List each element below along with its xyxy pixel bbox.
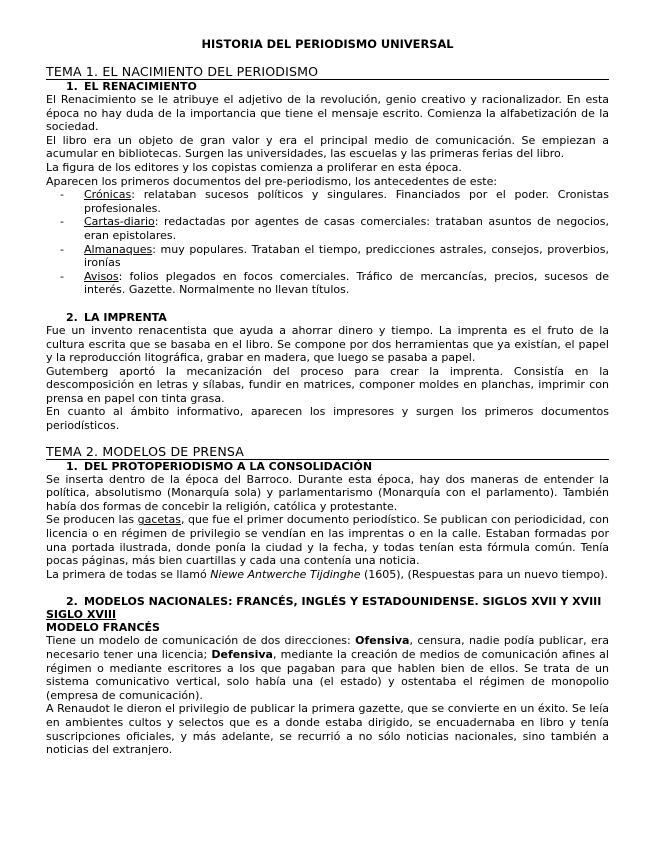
paragraph: Se inserta dentro de la época del Barroco. Durante esta época, hay dos maneras de entender la política, absolutismo (Monarquía sola) y parlamentarismo (Monarquía con el parlamento). También había dos formas de concebir la religión, católica y protestante. [46,472,609,513]
paragraph: Gutemberg aportó la mecanización del proceso para crear la imprenta. Consistía en la descomposición en letras y sílabas, fundir en matrices, componer moldes en planchas, imprimir con prensa en papel con tinta grasa. [46,364,609,405]
siglo-xviii-heading: SIGLO XVIII [46,608,117,622]
section-2-2-heading: 2. MODELOS NACIONALES: FRANCÉS, INGLÉS Y ESTADOUNIDENSE. SIGLOS XVII Y XVIII [66,595,602,609]
antecedentes-list [46,188,609,297]
paragraph: En cuanto al ámbito informativo, aparecen los impresores y surgen los primeros documentos periodísticos. [46,405,609,433]
section-1-2-heading: 2. LA IMPRENTA [66,310,167,324]
list-item: - Avisos: folios plegados en focos comerciales. Tráfico de mercancías, precios, sucesos de interés. Gazette. Normalmente no llevan títulos. [60,269,609,297]
section-1-1-heading: 1. EL RENACIMIENTO [66,80,197,93]
tema-1-heading: TEMA 1. EL NACIMIENTO DEL PERIODISMO [46,65,609,80]
paragraph: La primera de todas se llamó Niewe Antwerche Tijdinghe (1605), (Respuestas para un nuevo tiempo). [46,567,608,581]
paragraph: La figura de los editores y los copistas comienza a proliferar en esta época. [46,160,462,174]
document-title: HISTORIA DEL PERIODISMO UNIVERSAL [201,37,454,51]
section-2-1-heading: 1. DEL PROTOPERIODISMO A LA CONSOLIDACIÓN [66,459,373,473]
paragraph: Aparecen los primeros documentos del pre-periodismo, los antecedentes de este: [46,174,498,188]
paragraph: Se producen las gacetas, que fue el primer documento periodístico. Se publican con periodicidad, con licencia o en régimen de privilegio se vendían en las imprentas o en la calle. Estaban formadas por una portada ilustrada, donde ponía la ciudad y la fecha, y todas tenían esta fórmula común. Tenía pocas páginas, más bien cuartillas y cada una contenía una noticia. [46,513,609,568]
paragraph: El Renacimiento se le atribuye el adjetivo de la revolución, genio creativo y racionalizador. En esta época no hay duda de la importancia que tiene el mensaje escrito. Comienza la alfabetización de la sociedad. [46,93,609,134]
list-item: - Crónicas: relataban sucesos políticos y singulares. Financiados por el poder. Cronistas profesionales. [60,188,609,215]
list-item: - Almanaques: muy populares. Trataban el tiempo, predicciones astrales, consejos, proverbios, ironías [60,242,609,270]
paragraph: El libro era un objeto de gran valor y era el principal medio de comunicación. Se empiezan a acumular en bibliotecas. Surgen las universidades, las escuelas y las primeras ferias del libro. [46,133,609,161]
modelo-frances-heading: MODELO FRANCÉS [46,621,160,635]
document-content [46,38,609,757]
tema-2-heading: TEMA 2. MODELOS DE PRENSA [46,445,609,460]
paragraph: Tiene un modelo de comunicación de dos direcciones: Ofensiva, censura, nadie podía publicar, era necesario tener una licencia; Defensiva, mediante la creación de medios de comunicación afines al régimen o mediante escritores a los que pagaban para que hablen bien de ellos. Se trata de un sistema comunicativo vertical, solo había una (el estado) y ostentaba el régimen de monopolio (empresa de comunicación). [46,634,609,702]
list-item: - Cartas-diario: redactadas por agentes de casas comerciales: trataban asuntos de negocios, eran epistolares. [60,215,609,242]
paragraph: A Renaudot le dieron el privilegio de publicar la primera gazette, que se convierte en un éxito. Se leía en ambientes cultos y selectos que es a donde estaba dirigido, se encuadernaba en libro y tenía suscripciones oficiales, y más adelante, se recurrió a no sólo noticias nacionales, sino también a noticias del extranjero. [46,702,609,757]
paragraph: Fue un invento renacentista que ayuda a ahorrar dinero y tiempo. La imprenta es el fruto de la cultura escrita que se basaba en el libro. Se compone por dos herramientas que ya existían, el papel y la reproducción litográfica, grabar en madera, que luego se pasaba a papel. [46,323,609,365]
